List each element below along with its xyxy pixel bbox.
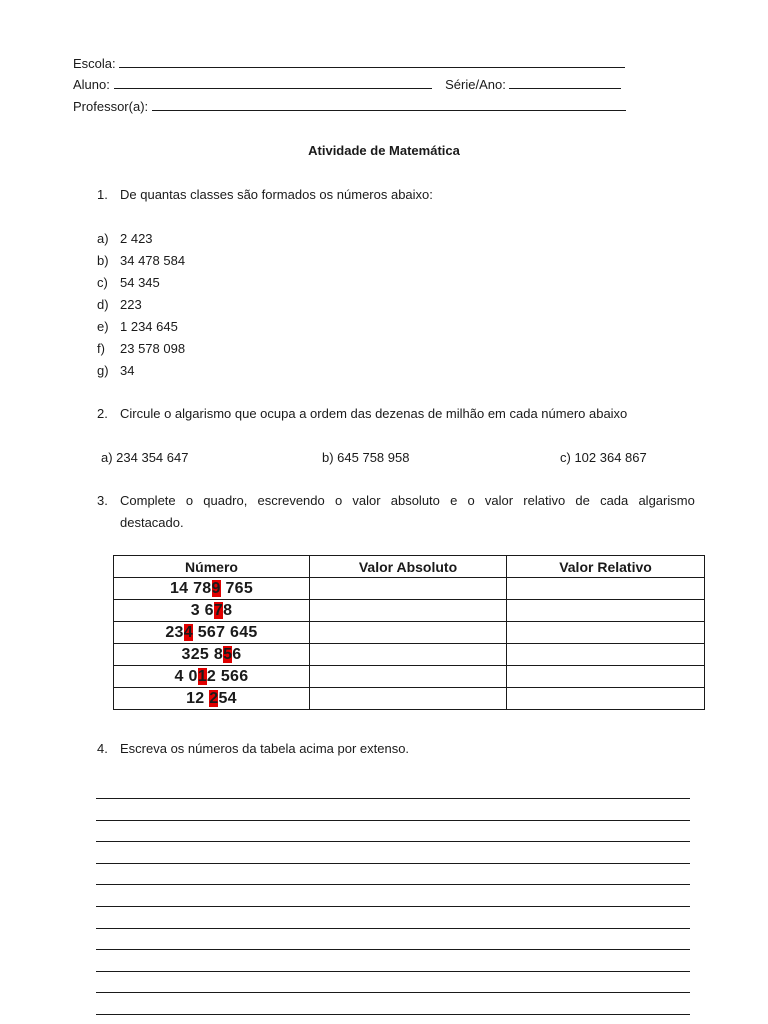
teacher-field [73,99,626,113]
absolute-value-cell[interactable] [310,644,507,666]
absolute-value-cell[interactable] [310,666,507,688]
q3-word: valor [352,493,381,508]
answer-line[interactable] [96,820,690,821]
q3-word: algarismo [638,493,695,508]
q1-item-letter: c) [97,275,108,290]
table-row [114,644,705,666]
q3-word: relativo [523,493,566,508]
q1-item-letter: g) [97,363,109,378]
relative-value-cell[interactable] [507,600,705,622]
number-cell [114,688,310,710]
number-cell [114,578,310,600]
answer-line[interactable] [96,906,690,907]
q3-word: escrevendo [257,493,325,508]
q3-word: e [450,493,458,508]
header-numero: Número [114,556,310,578]
number-prefix: 325 8 [181,645,224,663]
number-cell [114,600,310,622]
q1-item-letter: f) [97,341,105,356]
q1-item-value: 1 234 645 [120,319,178,334]
school-label: Escola: [73,56,116,71]
number-prefix: 12 [186,689,210,707]
relative-value-cell[interactable] [507,622,705,644]
q1-item-value: 34 478 584 [120,253,186,268]
number-prefix: 3 6 [190,601,214,619]
q3-text-line2: destacado. [120,515,184,530]
q1-text: De quantas classes são formados os números abaixo: [120,187,433,202]
number-suffix: 8 [223,601,233,619]
school-field [73,56,625,70]
number-suffix: 6 [232,645,242,663]
q1-item-letter: e) [97,319,109,334]
highlighted-digit: 5 [223,645,233,663]
number-suffix: 54 [218,689,237,707]
answer-line[interactable] [96,884,690,885]
q3-word: valor [484,493,514,508]
q1-item-letter: a) [97,231,109,246]
q2-item-c: c) 102 364 867 [560,450,647,465]
answer-line[interactable] [96,971,690,972]
q1-item-letter: d) [97,297,109,312]
relative-value-cell[interactable] [507,666,705,688]
q3-word: Complete [120,493,176,508]
q3-word: absoluto [390,493,440,508]
q3-number: 3. [97,493,108,508]
answer-line[interactable] [96,863,690,864]
q3-word: o [467,493,475,508]
q2-number: 2. [97,406,108,421]
table-body [114,578,705,710]
relative-value-cell[interactable] [507,578,705,600]
highlighted-digit: 9 [211,579,221,597]
q1-item-value: 23 578 098 [120,341,186,356]
number-prefix: 4 0 [174,667,198,685]
q2-item-b: b) 645 758 958 [322,450,410,465]
q3-word: o [334,493,343,508]
q3-word: quadro, [203,493,248,508]
grade-input-line[interactable] [509,77,621,89]
answer-line[interactable] [96,949,690,950]
highlighted-digit: 2 [209,689,219,707]
q2-item-a: a) 234 354 647 [101,450,189,465]
page-title: Atividade de Matemática [308,143,460,158]
number-suffix: 765 [220,579,254,597]
highlighted-digit: 4 [183,623,193,641]
q3-text-line1 [120,494,695,507]
q3-word: o [185,493,194,508]
q1-item-value: 54 345 [120,275,160,290]
answer-line[interactable] [96,798,690,799]
highlighted-digit: 1 [197,667,207,685]
number-prefix: 14 78 [169,579,212,597]
q3-word: de [575,493,590,508]
student-input-line[interactable] [114,77,432,89]
q1-item-value: 223 [120,297,142,312]
relative-value-cell[interactable] [507,644,705,666]
teacher-label: Professor(a): [73,99,149,114]
number-prefix: 23 [165,623,184,641]
q3-word: cada [600,493,629,508]
answer-line[interactable] [96,928,690,929]
absolute-value-cell[interactable] [310,688,507,710]
relative-value-cell[interactable] [507,688,705,710]
header-valor-relativo: Valor Relativo [507,556,705,578]
header-valor-absoluto: Valor Absoluto [310,556,507,578]
table-header-row [114,556,705,578]
teacher-input-line[interactable] [152,99,626,111]
number-cell [114,644,310,666]
student-label: Aluno: [73,77,110,92]
q1-number: 1. [97,187,108,202]
school-input-line[interactable] [119,56,625,68]
number-suffix: 2 566 [206,667,249,685]
table-row [114,578,705,600]
absolute-value-cell[interactable] [310,578,507,600]
number-cell [114,666,310,688]
absolute-value-cell[interactable] [310,600,507,622]
student-field [73,77,621,91]
q2-text: Circule o algarismo que ocupa a ordem das dezenas de milhão em cada número abaixo [120,406,628,421]
absolute-value-cell[interactable] [310,622,507,644]
q1-item-value: 34 [120,363,135,378]
values-table [113,555,705,710]
table-row [114,688,705,710]
number-cell [114,622,310,644]
answer-line[interactable] [96,841,690,842]
table-row [114,600,705,622]
number-suffix: 567 645 [192,623,258,641]
table-row [114,622,705,644]
answer-line[interactable] [96,992,690,993]
q4-number: 4. [97,741,108,756]
highlighted-digit: 7 [213,601,224,619]
answer-line[interactable] [96,1014,690,1015]
q1-item-letter: b) [97,253,109,268]
q4-text: Escreva os números da tabela acima por extenso. [120,741,410,756]
q1-item-value: 2 423 [120,231,153,246]
table-row [114,666,705,688]
grade-label: Série/Ano: [445,77,506,92]
